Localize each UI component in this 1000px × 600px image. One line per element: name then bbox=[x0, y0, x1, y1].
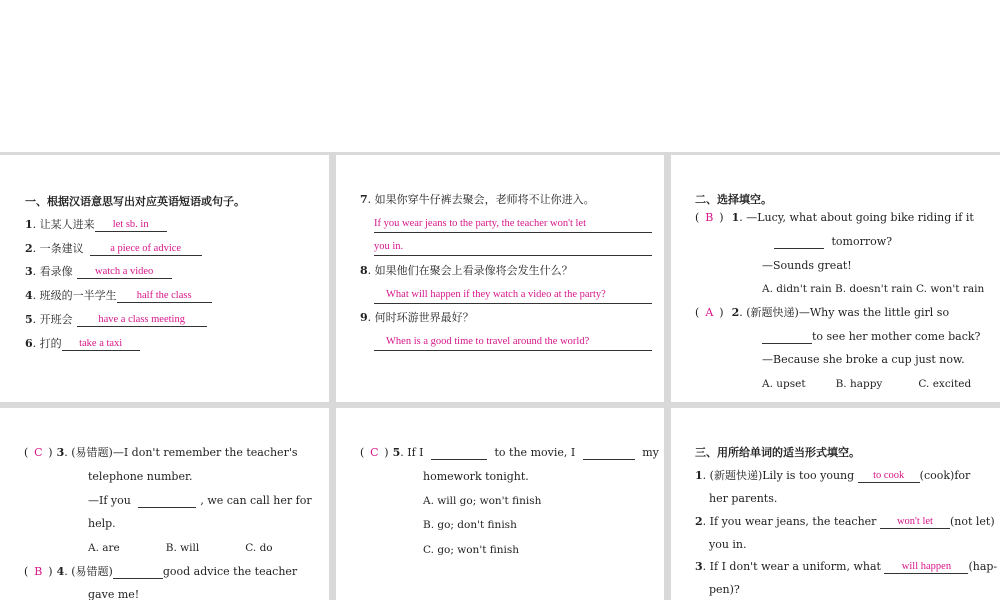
mc-question-3: ( C ) 3. (易错题)—I don't remember the teacher's bbox=[24, 446, 298, 459]
mc-option: C. go; won't finish bbox=[423, 544, 520, 556]
question-item: 1. 让某人进来 let sb. in bbox=[25, 218, 167, 232]
answer-blank[interactable]: half the class bbox=[117, 289, 212, 303]
answer-choice[interactable]: C bbox=[370, 446, 379, 459]
mc-options: A. upset B. happy C. excited bbox=[762, 378, 972, 390]
panel-word-forms bbox=[671, 408, 1000, 600]
mc-question-3-line4: help. bbox=[88, 517, 116, 530]
answer-underline bbox=[374, 350, 652, 351]
panel-multiple-choice-cont bbox=[0, 408, 329, 600]
answer-blank[interactable] bbox=[583, 446, 635, 460]
section-1-heading: 一、根据汉语意思写出对应英语短语或句子。 bbox=[25, 195, 245, 208]
answer-blank[interactable]: will happen bbox=[884, 560, 968, 574]
answer-blank[interactable]: to cook bbox=[858, 469, 920, 483]
mc-question-2: ( A ) 2. (新题快递)—Why was the little girl so bbox=[695, 306, 950, 319]
fill-item: 2. If you wear jeans, the teacher won't let (not let) bbox=[695, 515, 995, 528]
question-item: 8. 如果他们在聚会上看录像将会发生什么？ bbox=[360, 264, 573, 277]
mc-question-3-line3: —If you , we can call her for bbox=[88, 494, 312, 507]
mc-question-3-line2: telephone number. bbox=[88, 470, 193, 483]
question-item: 7. 如果你穿牛仔裤去聚会，老师将不让你进入。 bbox=[360, 193, 595, 206]
panel-translation-phrases bbox=[0, 155, 329, 402]
mc-question-1-line2: tomorrow? bbox=[774, 235, 892, 249]
mc-response: —Because she broke a cup just now. bbox=[762, 353, 965, 366]
mc-question-2-line2: to see her mother come back? bbox=[762, 330, 980, 344]
fill-item-cont: you in. bbox=[709, 538, 747, 551]
question-item: 3. 看录像 watch a video bbox=[25, 265, 172, 279]
section-3-heading: 三、用所给单词的适当形式填空。 bbox=[695, 446, 860, 459]
answer-choice[interactable]: B bbox=[34, 565, 43, 578]
fill-item-cont: her parents. bbox=[709, 492, 778, 505]
answer-blank[interactable]: let sb. in bbox=[95, 218, 167, 232]
answer-blank[interactable] bbox=[762, 330, 812, 344]
question-item: 2. 一条建议 a piece of advice bbox=[25, 242, 202, 256]
answer-choice[interactable]: A bbox=[705, 306, 714, 319]
mc-question-5-line2: homework tonight. bbox=[423, 470, 529, 483]
mc-question-1: ( B ) 1. —Lucy, what about going bike riding if it bbox=[695, 211, 974, 224]
panel-multiple-choice bbox=[671, 155, 1000, 402]
question-item: 9. 何时环游世界最好？ bbox=[360, 311, 474, 324]
answer-blank[interactable]: have a class meeting bbox=[77, 313, 207, 327]
answer-blank[interactable] bbox=[774, 235, 824, 249]
mc-options: A. didn't rain B. doesn't rain C. won't rain bbox=[762, 283, 985, 295]
answer-blank[interactable]: a piece of advice bbox=[90, 242, 202, 256]
panel-multiple-choice-q5 bbox=[336, 408, 664, 600]
answer-blank[interactable] bbox=[113, 565, 163, 579]
answer-choice[interactable]: B bbox=[705, 211, 714, 224]
answer-blank[interactable] bbox=[138, 494, 196, 508]
answer-line[interactable]: you in. bbox=[374, 241, 404, 252]
answer-blank[interactable]: take a taxi bbox=[62, 337, 140, 351]
section-2-heading: 二、选择填空。 bbox=[695, 193, 772, 206]
question-item: 4. 班级的一半学生 half the class bbox=[25, 289, 212, 303]
fill-item: 3. If I don't wear a uniform, what will happen (hap- bbox=[695, 560, 998, 573]
question-item: 6. 打的 take a taxi bbox=[25, 337, 140, 351]
mc-question-5: ( C ) 5. If I to the movie, I my bbox=[360, 446, 659, 459]
mc-option: A. will go; won't finish bbox=[423, 495, 542, 507]
question-item: 5. 开班会 have a class meeting bbox=[25, 313, 207, 327]
answer-underline bbox=[374, 255, 652, 256]
mc-option: B. go; don't finish bbox=[423, 519, 517, 531]
mc-question-4: ( B ) 4. (易错题) good advice the teacher bbox=[24, 565, 298, 578]
answer-blank[interactable]: watch a video bbox=[77, 265, 172, 279]
mc-question-4-line2: gave me! bbox=[88, 588, 140, 600]
mc-options: A. are B. will C. do bbox=[88, 542, 273, 554]
top-blank-area bbox=[0, 0, 1000, 152]
answer-choice[interactable]: C bbox=[34, 446, 43, 459]
answer-line[interactable]: If you wear jeans to the party, the teacher won't let bbox=[374, 218, 586, 229]
answer-line[interactable]: When is a good time to travel around the world? bbox=[386, 336, 590, 347]
fill-item-cont: pen)? bbox=[709, 583, 740, 596]
answer-underline bbox=[374, 232, 652, 233]
answer-blank[interactable] bbox=[431, 446, 487, 460]
answer-blank[interactable]: won't let bbox=[880, 515, 950, 529]
answer-underline bbox=[374, 303, 652, 304]
answer-line[interactable]: What will happen if they watch a video at the party? bbox=[386, 289, 606, 300]
panel-translation-sentences bbox=[336, 155, 664, 402]
mc-response: —Sounds great! bbox=[762, 259, 852, 272]
fill-item: 1. (新题快递)Lily is too young to cook (cook)for bbox=[695, 469, 971, 482]
